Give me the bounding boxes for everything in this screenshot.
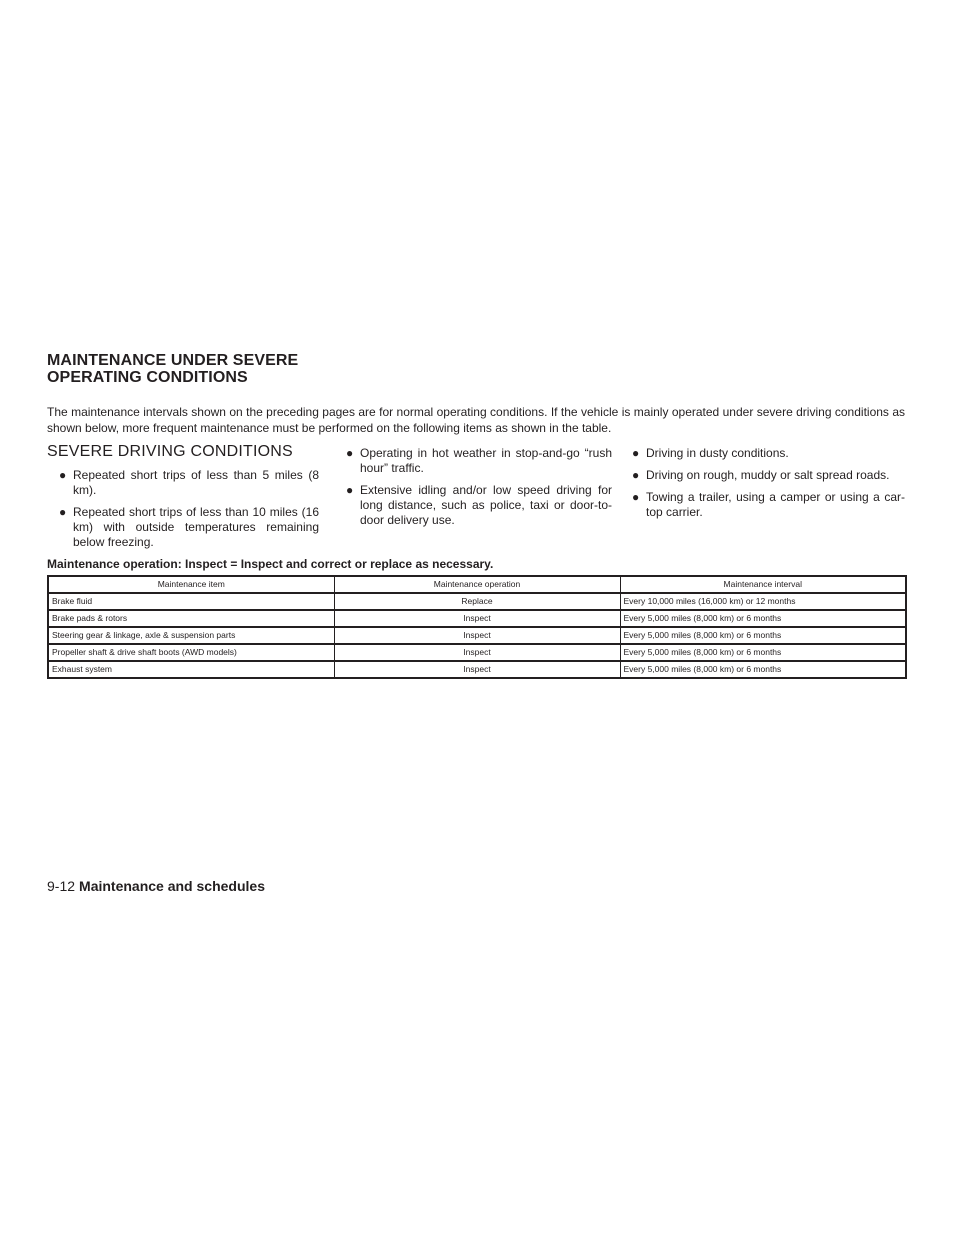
table-caption: Maintenance operation: Inspect = Inspect and correct or replace as necessary. <box>47 557 494 571</box>
bullet-icon: ● <box>346 483 354 497</box>
condition-item: ● Repeated short trips of less than 5 miles (8 km). <box>59 468 319 497</box>
maintenance-operation-cell: Inspect <box>334 661 620 678</box>
bullet-icon: ● <box>59 468 67 482</box>
condition-item: ● Operating in hot weather in stop-and-go “rush hour” traffic. <box>346 446 612 475</box>
maintenance-item-cell: Exhaust system <box>48 661 334 678</box>
table-row <box>48 610 906 627</box>
table-row <box>48 661 906 678</box>
chapter-title: Maintenance and schedules <box>79 878 265 894</box>
maintenance-operation-cell: Inspect <box>334 644 620 661</box>
conditions-list-column-1 <box>47 468 319 557</box>
page-number: 9-12 <box>47 878 76 894</box>
maintenance-operation-cell: Inspect <box>334 627 620 644</box>
maintenance-interval-cell: Every 5,000 miles (8,000 km) or 6 months <box>620 610 906 627</box>
bullet-icon: ● <box>59 505 67 519</box>
maintenance-item-cell: Brake pads & rotors <box>48 610 334 627</box>
maintenance-operation-cell: Inspect <box>334 610 620 627</box>
bullet-icon: ● <box>632 468 640 482</box>
bullet-icon: ● <box>632 490 640 504</box>
maintenance-item-cell: Propeller shaft & drive shaft boots (AWD models) <box>48 644 334 661</box>
condition-item: ● Towing a trailer, using a camper or using a car-top carrier. <box>632 490 905 519</box>
maintenance-interval-cell: Every 5,000 miles (8,000 km) or 6 months <box>620 644 906 661</box>
maintenance-schedule-table <box>47 575 907 679</box>
conditions-list-column-3 <box>620 446 905 527</box>
page-footer <box>47 877 265 895</box>
maintenance-interval-cell: Every 10,000 miles (16,000 km) or 12 months <box>620 593 906 610</box>
bullet-icon: ● <box>632 446 640 460</box>
column-header-operation: Maintenance operation <box>334 576 620 593</box>
conditions-list-column-2 <box>334 446 612 535</box>
maintenance-interval-cell: Every 5,000 miles (8,000 km) or 6 months <box>620 627 906 644</box>
condition-item: ● Repeated short trips of less than 10 miles (16 km) with outside temperatures remaining below freezing. <box>59 505 319 549</box>
section-title-line2: OPERATING CONDITIONS <box>47 369 248 386</box>
table-header-row <box>48 576 906 593</box>
table-row <box>48 627 906 644</box>
condition-item: ● Driving on rough, muddy or salt spread roads. <box>632 468 890 482</box>
condition-item: ● Driving in dusty conditions. <box>632 446 789 460</box>
intro-paragraph: The maintenance intervals shown on the preceding pages are for normal operating conditions. If the vehicle is mainly operated under severe driving conditions as shown below, more frequent maintenance must be performed on the following items as shown in the table. <box>47 405 905 435</box>
bullet-icon: ● <box>346 446 354 460</box>
severe-conditions-heading: SEVERE DRIVING CONDITIONS <box>47 443 293 460</box>
section-title-line1: MAINTENANCE UNDER SEVERE <box>47 352 299 369</box>
maintenance-item-cell: Brake fluid <box>48 593 334 610</box>
column-header-interval: Maintenance interval <box>620 576 906 593</box>
table-row <box>48 593 906 610</box>
maintenance-operation-cell: Replace <box>334 593 620 610</box>
maintenance-item-cell: Steering gear & linkage, axle & suspension parts <box>48 627 334 644</box>
maintenance-interval-cell: Every 5,000 miles (8,000 km) or 6 months <box>620 661 906 678</box>
section-title <box>47 352 298 386</box>
table-row <box>48 644 906 661</box>
condition-item: ● Extensive idling and/or low speed driving for long distance, such as police, taxi or door-to-door delivery use. <box>346 483 612 527</box>
column-header-item: Maintenance item <box>48 576 334 593</box>
